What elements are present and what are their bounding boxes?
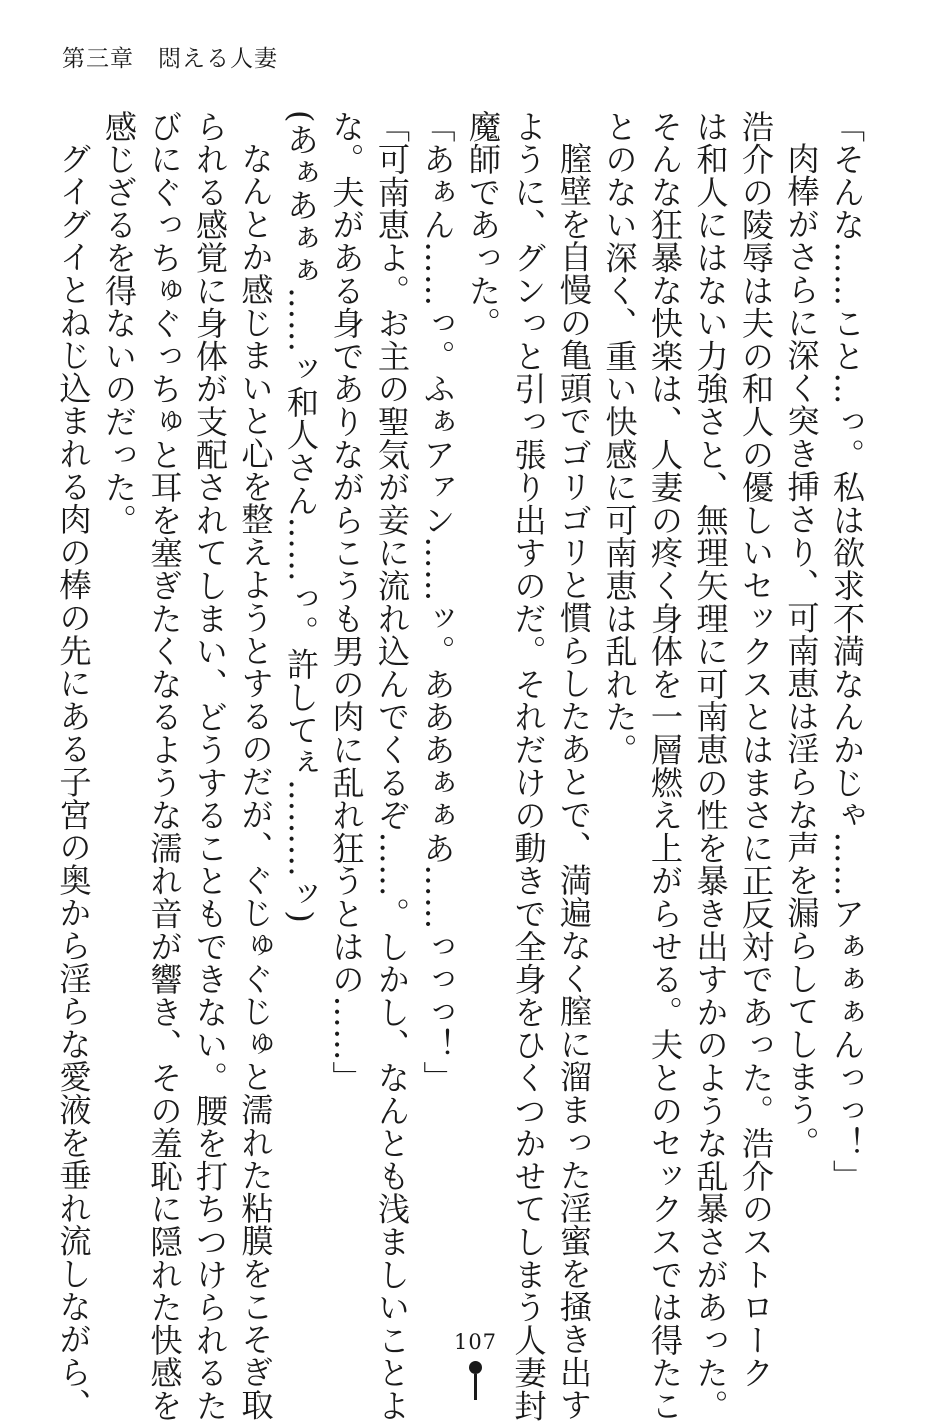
text-line: 膣壁を自慢の亀頭でゴリゴリと慣らしたあとで、満遍なく膣に溜まった淫蜜を掻き出す xyxy=(555,142,593,1422)
text-line: びにぐっちゅぐっちゅと耳を塞ぎたくなるような濡れ音が響き、その羞恥に隠れた快感を xyxy=(145,110,184,1422)
text-line: られる感覚に身体が支配されてしまい、どうすることもできない。腰を打ちつけられるた xyxy=(191,110,229,1422)
page-marker-dot xyxy=(469,1361,482,1374)
text-line: な。夫がある身でありながらこうも男の肉に乱れ狂うとはの……」 xyxy=(327,110,366,1094)
text-line: 「可南恵よ。お主の聖気が妾に流れ込んでくるぞ……。しかし、なんとも浅ましいことよ xyxy=(373,110,411,1422)
text-line: とのない深く、重い快感に可南恵は乱れた。 xyxy=(600,110,639,766)
text-line: 「そんな……こと…っ。私は欲求不満なんかじゃ……アぁぁぁんっっ！」 xyxy=(828,110,866,1193)
text-line: 「あぁん……っ。ふぁアァン……ッ。あああぁぁあ……っっっ！」 xyxy=(418,110,457,1094)
text-line: (あぁあぁぁ……ッ和人さん……っ。許してぇ………ッ) xyxy=(282,110,320,924)
text-line: なんとか感じまいと心を整えようとするのだが、ぐじゅぐじゅと濡れた粘膜をこそぎ取 xyxy=(236,142,275,1422)
text-line: 肉棒がさらに深く突き挿さり、可南恵は淫らな声を漏らしてしまう。 xyxy=(782,142,821,1159)
text-line: ように、グンっと引っ張り出すのだ。それだけの動きで全身をひくつかせてしまう人妻封 xyxy=(509,110,548,1422)
page-number: 107 xyxy=(453,1330,498,1354)
text-line: 魔師であった。 xyxy=(464,110,502,340)
text-line: 感じざるを得ないのだった。 xyxy=(100,110,138,537)
text-line: 浩介の陵辱は夫の和人の優しいセックスとはまさに正反対であった。浩介のストローク xyxy=(737,110,775,1390)
text-line: は和人にはない力強さと、無理矢理に可南恵の性を暴き出すかのような乱暴さがあった。 xyxy=(691,110,730,1422)
text-line: そんな狂暴な快楽は、人妻の疼く身体を一層燃え上がらせる。夫とのセックスでは得たこ xyxy=(646,110,684,1422)
text-line: グイグイとねじ込まれる肉の棒の先にある子宮の奥から淫らな愛液を垂れ流しながら、 xyxy=(54,142,93,1422)
page-marker-line xyxy=(474,1374,477,1400)
chapter-title: 第三章 悶える人妻 xyxy=(62,46,278,72)
